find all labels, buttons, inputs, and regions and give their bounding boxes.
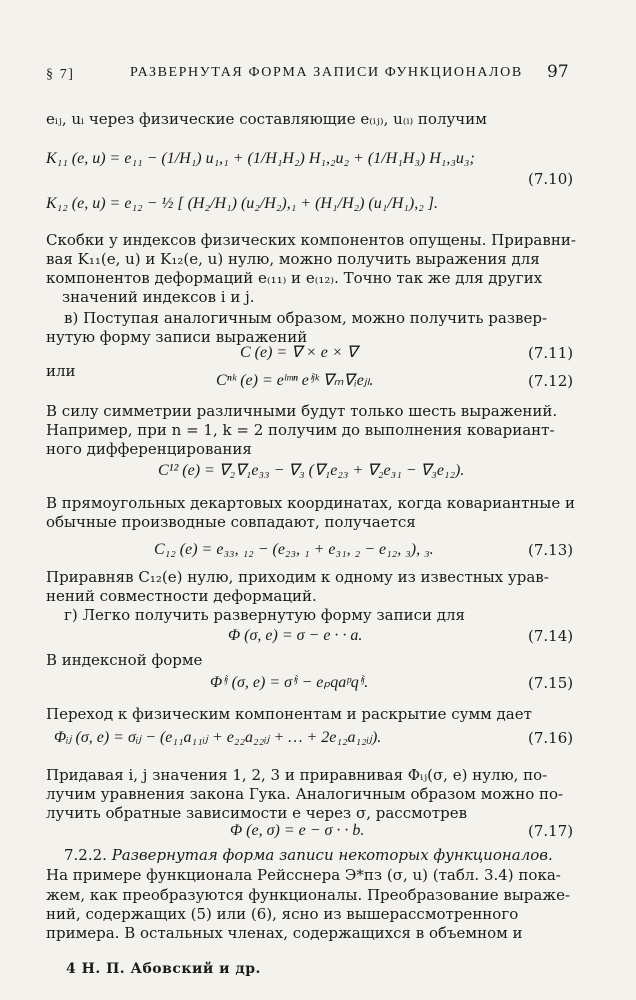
equation-7-14: Φ (σ, e) = σ − e · · a.	[228, 627, 363, 644]
header-title: РАЗВЕРНУТАЯ ФОРМА ЗАПИСИ ФУНКЦИОНАЛОВ	[130, 65, 523, 80]
paragraph-10-line-1: На примере функционала Рейсснера Э*пз (σ, u) (табл. 3.4) пока-	[46, 866, 561, 884]
paragraph-3-line-1: В силу симметрии различными будут только шесть выражений.	[46, 402, 558, 420]
equation-number-7-17: (7.17)	[528, 822, 574, 840]
equation-number-7-14: (7.14)	[528, 627, 574, 645]
paragraph-5-line-1: Приравняв C₁₂(e) нулю, приходим к одному из известных урав-	[46, 568, 549, 586]
equation-c12: C¹² (e) = ∇₂∇₁e₃₃ − ∇₃ (∇₁e₂₃ + ∇₂e₃₁ − ∇₃e₁₂).	[158, 462, 465, 479]
paragraph-3-line-2: Например, при n = 1, k = 2 получим до выполнения ковариант-	[46, 421, 555, 439]
paragraph-4-line-1: В прямоугольных декартовых координатах, когда ковариантные и	[46, 494, 575, 512]
page-number: 97	[547, 62, 569, 82]
paragraph-9-line-2: лучим уравнения закона Гука. Аналогичным образом можно по-	[46, 785, 564, 803]
paragraph-2-line-1: в) Поступая аналогичным образом, можно получить развер-	[64, 309, 548, 327]
paragraph-10-line-4: примера. В остальных членах, содержащихся в объемном и	[46, 924, 523, 942]
footer-signature: 4 Н. П. Абовский и др.	[66, 961, 261, 977]
subsection-number: 7.2.2.	[64, 846, 107, 864]
equation-number-7-10: (7.10)	[528, 170, 574, 188]
equation-7-10-line-2: K₁₂ (e, u) = e₁₂ − ½ [ (H₂/H₁) (u₂/H₂),₁ + (H₁/H₂) (u₁/H₁),₂ ].	[46, 195, 438, 212]
paragraph-8: Переход к физическим компонентам и раскрытие сумм дает	[46, 705, 532, 723]
paragraph-10-line-3: ний, содержащих (5) или (6), ясно из вышерассмотренного	[46, 905, 519, 923]
equation-number-7-11: (7.11)	[528, 344, 574, 362]
equation-7-11: C (e) = ∇ × e × ∇	[240, 344, 358, 361]
subsection-heading	[64, 846, 553, 864]
equation-7-13: C₁₂ (e) = e₃₃, ₁₂ − (e₂₃, ₁ + e₃₁, ₂ − e₁₂, ₃), ₃.	[154, 541, 434, 558]
paragraph-7: В индексной форме	[46, 651, 203, 669]
paragraph-1-line-2: вая K₁₁(e, u) и K₁₂(e, u) нулю, можно получить выражения для	[46, 250, 540, 268]
equation-number-7-12: (7.12)	[528, 372, 574, 390]
equation-7-17: Φ (e, σ) = e − σ · · b.	[230, 822, 365, 839]
paragraph-5-line-2: нений совместности деформаций.	[46, 587, 317, 605]
paragraph-3-line-3: ного дифференцирования	[46, 440, 252, 458]
equation-number-7-15: (7.15)	[528, 674, 574, 692]
paragraph-4-line-2: обычные производные совпадают, получается	[46, 513, 416, 531]
intro-line: eᵢⱼ, uᵢ через физические составляющие e₍ᵢⱼ₎, u₍ᵢ₎ получим	[46, 110, 487, 128]
equation-7-15: Φⁱʲ (σ, e) = σⁱʲ − eₚqaᵖqⁱʲ.	[210, 674, 369, 691]
paragraph-9-line-3: лучить обратные зависимости e через σ, рассмотрев	[46, 804, 468, 822]
paragraph-1-line-4: значений индексов i и j.	[62, 288, 255, 306]
subsection-title: Развернутая форма записи некоторых функционалов.	[111, 846, 553, 864]
paragraph-6: г) Легко получить развернутую форму записи для	[64, 606, 466, 624]
paragraph-1-line-1: Скобки у индексов физических компонентов опущены. Приравни-	[46, 231, 576, 249]
equation-number-7-13: (7.13)	[528, 541, 574, 559]
word-or: или	[46, 362, 76, 380]
paragraph-1-line-3: компонентов деформаций e₍₁₁₎ и e₍₁₂₎. Точно так же для других	[46, 269, 543, 287]
paragraph-2-line-2: нутую форму записи выражений	[46, 328, 308, 346]
equation-7-16: Φᵢⱼ (σ, e) = σᵢⱼ − (e₁₁a₁₁ᵢⱼ + e₂₂a₂₂ᵢⱼ + … + 2e₁₂a₁₂ᵢⱼ).	[54, 729, 382, 746]
equation-number-7-16: (7.16)	[528, 729, 574, 747]
paragraph-10-line-2: жем, как преобразуются функционалы. Преобразование выраже-	[46, 886, 571, 904]
equation-7-12: Cⁿᵏ (e) = eˡᵐⁿ eⁱʲᵏ ∇ₘ∇ᵢeⱼₗ.	[216, 372, 374, 389]
equation-7-10-line-1: K₁₁ (e, u) = e₁₁ − (1/H₁) u₁,₁ + (1/H₁H₂) H₁,₂u₂ + (1/H₁H₃) H₁,₃u₃;	[46, 150, 475, 167]
header-section: § 7]	[46, 67, 75, 82]
paragraph-9-line-1: Придавая i, j значения 1, 2, 3 и приравнивая Φᵢⱼ(σ, e) нулю, по-	[46, 766, 548, 784]
